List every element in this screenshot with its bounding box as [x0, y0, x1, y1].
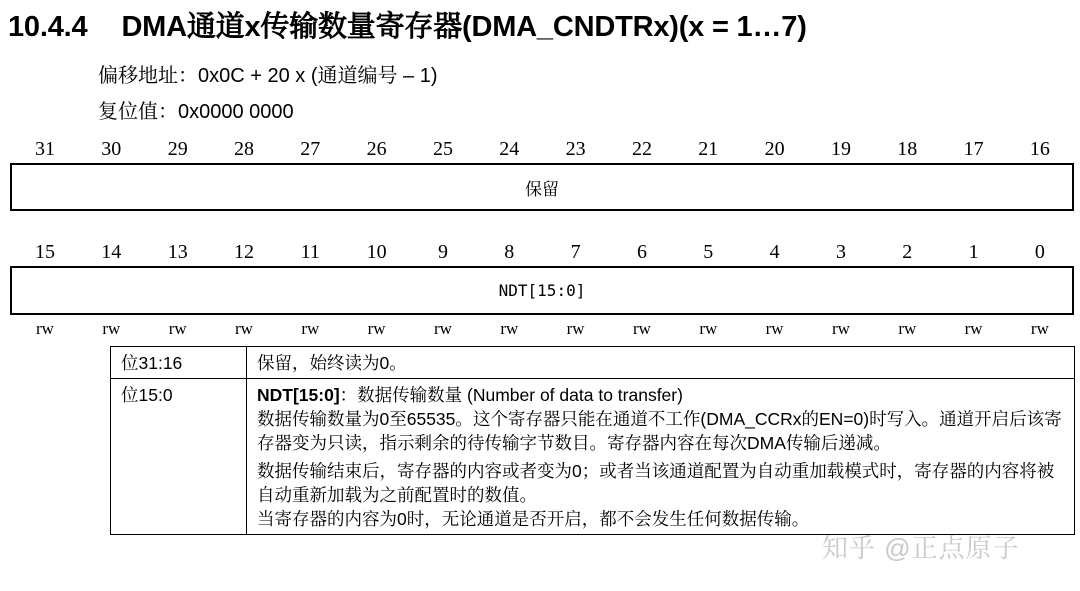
bit-range-cell: 位15:0 [111, 379, 247, 535]
bit-number: 17 [963, 138, 984, 160]
bit-number: 5 [703, 241, 714, 263]
access-type: rw [765, 319, 784, 338]
bit-number: 21 [698, 138, 719, 160]
ndt-paragraph-3: 当寄存器的内容为0时，无论通道是否开启，都不会发生任何数据传输。 [257, 509, 810, 529]
access-type: rw [434, 319, 452, 338]
bit-number: 29 [167, 138, 188, 160]
ndt-field-label: NDT[15:0] [498, 281, 586, 300]
bit-number: 12 [234, 241, 254, 263]
access-types [0, 319, 1080, 339]
access-type: rw [36, 319, 54, 338]
access-type: rw [699, 319, 718, 338]
bit-number: 28 [234, 138, 254, 160]
bit-number: 23 [565, 138, 586, 160]
bit-number: 16 [1029, 138, 1050, 160]
bit-number: 19 [831, 138, 851, 160]
register-field-reserved [10, 163, 1074, 211]
access-type: rw [566, 319, 585, 338]
watermark: 知乎 @正点原子 [822, 533, 1020, 563]
ndt-paragraph-2: 数据传输结束后，寄存器的内容或者变为0；或者当该通道配置为自动重加载模式时，寄存器的内容将被自动重新加载为之前配置时的数值。 [257, 461, 1055, 505]
bit-number: 25 [433, 138, 453, 160]
bit-number: 24 [499, 138, 520, 160]
access-type: rw [102, 319, 121, 338]
bit-description-table [110, 346, 1075, 535]
bit-number: 22 [632, 138, 652, 160]
section-title [8, 4, 807, 45]
access-type: rw [500, 319, 519, 338]
bit-number: 30 [101, 138, 122, 160]
bit-number: 8 [504, 241, 515, 263]
access-type: rw [235, 319, 253, 338]
register-field-ndt [10, 266, 1074, 315]
description-cell [247, 379, 1075, 535]
bit-number: 11 [300, 241, 320, 263]
access-type: rw [168, 319, 187, 338]
ndt-paragraph-1: 数据传输数量为0至65535。这个寄存器只能在通道不工作(DMA_CCRx的EN=0)时写入。通道开启后该寄存器变为只读，指示剩余的待传输字节数目。寄存器内容在每次DMA传输后递减。 [257, 409, 1062, 453]
offset-address: 偏移地址：0x0C + 20 x (通道编号 – 1) [98, 65, 438, 87]
bit-numbers-low [0, 241, 1080, 265]
bit-number: 31 [35, 138, 55, 160]
reset-value: 复位值：0x0000 0000 [98, 101, 294, 123]
bit-number: 9 [438, 241, 448, 263]
bit-number: 4 [769, 241, 780, 263]
bit-number: 6 [637, 241, 647, 263]
bit-range-cell: 位31:16 [111, 347, 247, 379]
access-type: rw [1030, 319, 1049, 338]
access-type: rw [367, 319, 386, 338]
section-number: 10.4.4 [8, 11, 88, 43]
reserved-field-label: 保留 [525, 179, 559, 199]
bit-number: 1 [968, 241, 979, 263]
access-type: rw [964, 319, 983, 338]
bit-number: 18 [897, 138, 918, 160]
bit-number: 14 [101, 241, 122, 263]
bit-number: 2 [902, 241, 913, 263]
bit-number: 26 [366, 138, 387, 160]
bit-number: 27 [300, 138, 321, 160]
bit-number: 0 [1034, 241, 1045, 263]
table-row [111, 379, 1075, 535]
bit-number: 7 [570, 241, 581, 263]
ndt-heading-text: ：数据传输数量 (Number of data to transfer) [339, 385, 683, 405]
access-type: rw [832, 319, 850, 338]
bit-number: 20 [764, 138, 785, 160]
ndt-name: NDT[15:0] [257, 385, 340, 405]
bit-number: 15 [35, 241, 55, 263]
bit-number: 13 [167, 241, 188, 263]
access-type: rw [898, 319, 917, 338]
bit-number: 10 [366, 241, 387, 263]
bit-numbers-high [0, 138, 1080, 162]
ndt-heading [257, 383, 1064, 407]
description-cell: 保留，始终读为0。 [247, 347, 1075, 379]
section-title-text: DMA通道x传输数量寄存器(DMA_CNDTRx)(x = 1…7) [121, 11, 807, 43]
table-row [111, 347, 1075, 379]
access-type: rw [633, 319, 651, 338]
access-type: rw [301, 319, 320, 338]
bit-number: 3 [836, 241, 846, 263]
